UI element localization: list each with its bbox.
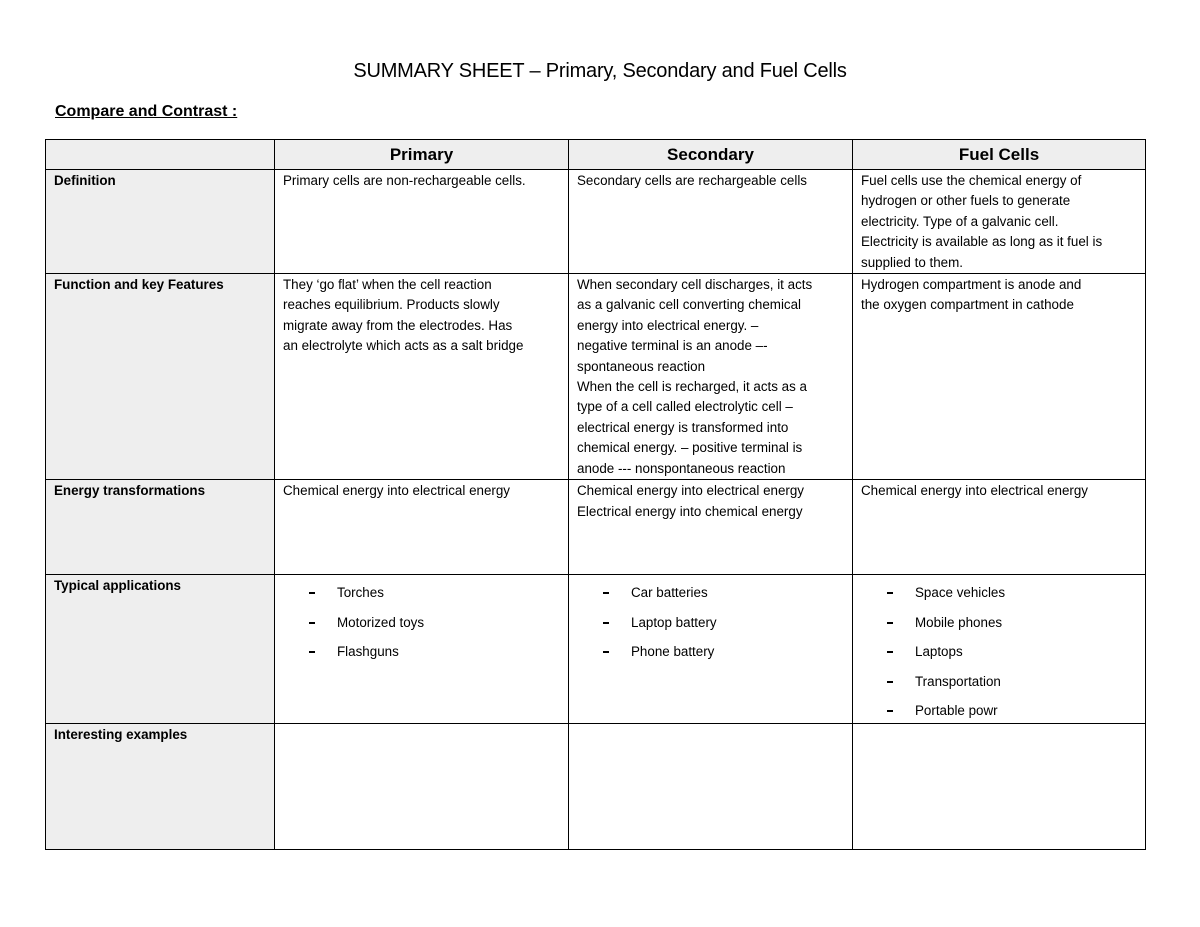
text-line: as a galvanic cell converting chemical [577,297,802,313]
cell-energy-secondary [569,480,853,575]
text-line: Chemical energy into electrical energy [577,483,805,499]
cell-energy-fuel: Chemical energy into electrical energy [853,480,1146,575]
text-line: Electrical energy into chemical energy [577,503,803,519]
list-item [861,672,1139,692]
header-primary: Primary [275,140,569,170]
list-item-label: Car batteries [631,585,708,601]
row-label-function: Function and key Features [46,274,275,480]
text-line: negative terminal is an anode –- [577,338,768,354]
header-row [46,140,1146,170]
text-line: reaches equilibrium. Products slowly [283,297,500,313]
text-line: the oxygen compartment in cathode [861,297,1074,313]
cell-examples-primary [275,724,569,850]
cell-examples-secondary [569,724,853,850]
cell-energy-primary: Chemical energy into electrical energy [275,480,569,575]
text-line: electricity. Type of a galvanic cell. [861,213,1059,229]
row-label-applications: Typical applications [46,575,275,724]
text-line: anode --- nonspontaneous reaction [577,460,786,476]
text-line: spontaneous reaction [577,358,706,374]
cell-function-fuel [853,274,1146,480]
text-line: They ‘go flat’ when the cell reaction [283,277,492,293]
bullet-dash-icon [603,592,609,594]
text-line: migrate away from the electrodes. Has [283,317,513,333]
cell-applications-secondary [569,575,853,724]
list-item [861,701,1139,721]
list-item [577,642,846,662]
text-line: Electricity is available as long as it fuel is [861,234,1103,250]
bullet-dash-icon [887,622,893,624]
text-line: electrical energy is transformed into [577,419,789,435]
bullet-dash-icon [887,681,893,683]
text-line: When the cell is recharged, it acts as a [577,379,807,395]
cell-examples-fuel [853,724,1146,850]
list-item [283,642,562,662]
text-line: type of a cell called electrolytic cell – [577,399,793,415]
text-line: an electrolyte which acts as a salt bridge [283,338,524,354]
table-row [46,575,1146,724]
bullet-list [861,583,1139,721]
page-title: SUMMARY SHEET – Primary, Secondary and Fuel Cells [353,60,847,82]
table-row [46,170,1146,274]
table-row [46,724,1146,850]
cell-applications-fuel [853,575,1146,724]
list-item-label: Phone battery [631,644,715,660]
cell-definition-secondary: Secondary cells are rechargeable cells [569,170,853,274]
bullet-dash-icon [887,592,893,594]
section-subtitle: Compare and Contrast : [55,103,238,120]
bullet-dash-icon [603,651,609,653]
cell-definition-fuel [853,170,1146,274]
table-row [46,480,1146,575]
bullet-dash-icon [887,710,893,712]
bullet-dash-icon [309,651,315,653]
row-label-energy: Energy transformations [46,480,275,575]
corner-cell [46,140,275,170]
list-item [577,583,846,603]
list-item-label: Transportation [915,673,1001,689]
bullet-list [577,583,846,662]
list-item-label: Laptops [915,644,963,660]
list-item [861,613,1139,633]
bullet-dash-icon [603,622,609,624]
text-line: supplied to them. [861,254,963,270]
cell-function-primary [275,274,569,480]
list-item-label: Laptop battery [631,614,717,630]
list-item-label: Torches [337,585,384,601]
row-label-examples: Interesting examples [46,724,275,850]
cell-applications-primary [275,575,569,724]
list-item [283,583,562,603]
cell-definition-primary: Primary cells are non-rechargeable cells. [275,170,569,274]
text-line: Fuel cells use the chemical energy of [861,173,1082,188]
row-label-definition: Definition [46,170,275,274]
header-fuel-cells: Fuel Cells [853,140,1146,170]
table-row [46,274,1146,480]
bullet-dash-icon [309,622,315,624]
list-item [283,613,562,633]
list-item [861,583,1139,603]
text-line: energy into electrical energy. – [577,317,759,333]
header-secondary: Secondary [569,140,853,170]
list-item-label: Space vehicles [915,585,1006,601]
bullet-dash-icon [309,592,315,594]
text-line: When secondary cell discharges, it acts [577,277,813,293]
bullet-list [283,583,562,662]
list-item-label: Motorized toys [337,614,425,630]
text-line: chemical energy. – positive terminal is [577,440,803,456]
bullet-dash-icon [887,651,893,653]
text-line: Hydrogen compartment is anode and [861,277,1082,293]
list-item [861,642,1139,662]
cell-function-secondary [569,274,853,480]
list-item-label: Flashguns [337,644,399,660]
list-item-label: Portable powr [915,703,998,719]
list-item-label: Mobile phones [915,614,1003,630]
comparison-table [45,139,1146,850]
list-item [577,613,846,633]
text-line: hydrogen or other fuels to generate [861,193,1071,209]
